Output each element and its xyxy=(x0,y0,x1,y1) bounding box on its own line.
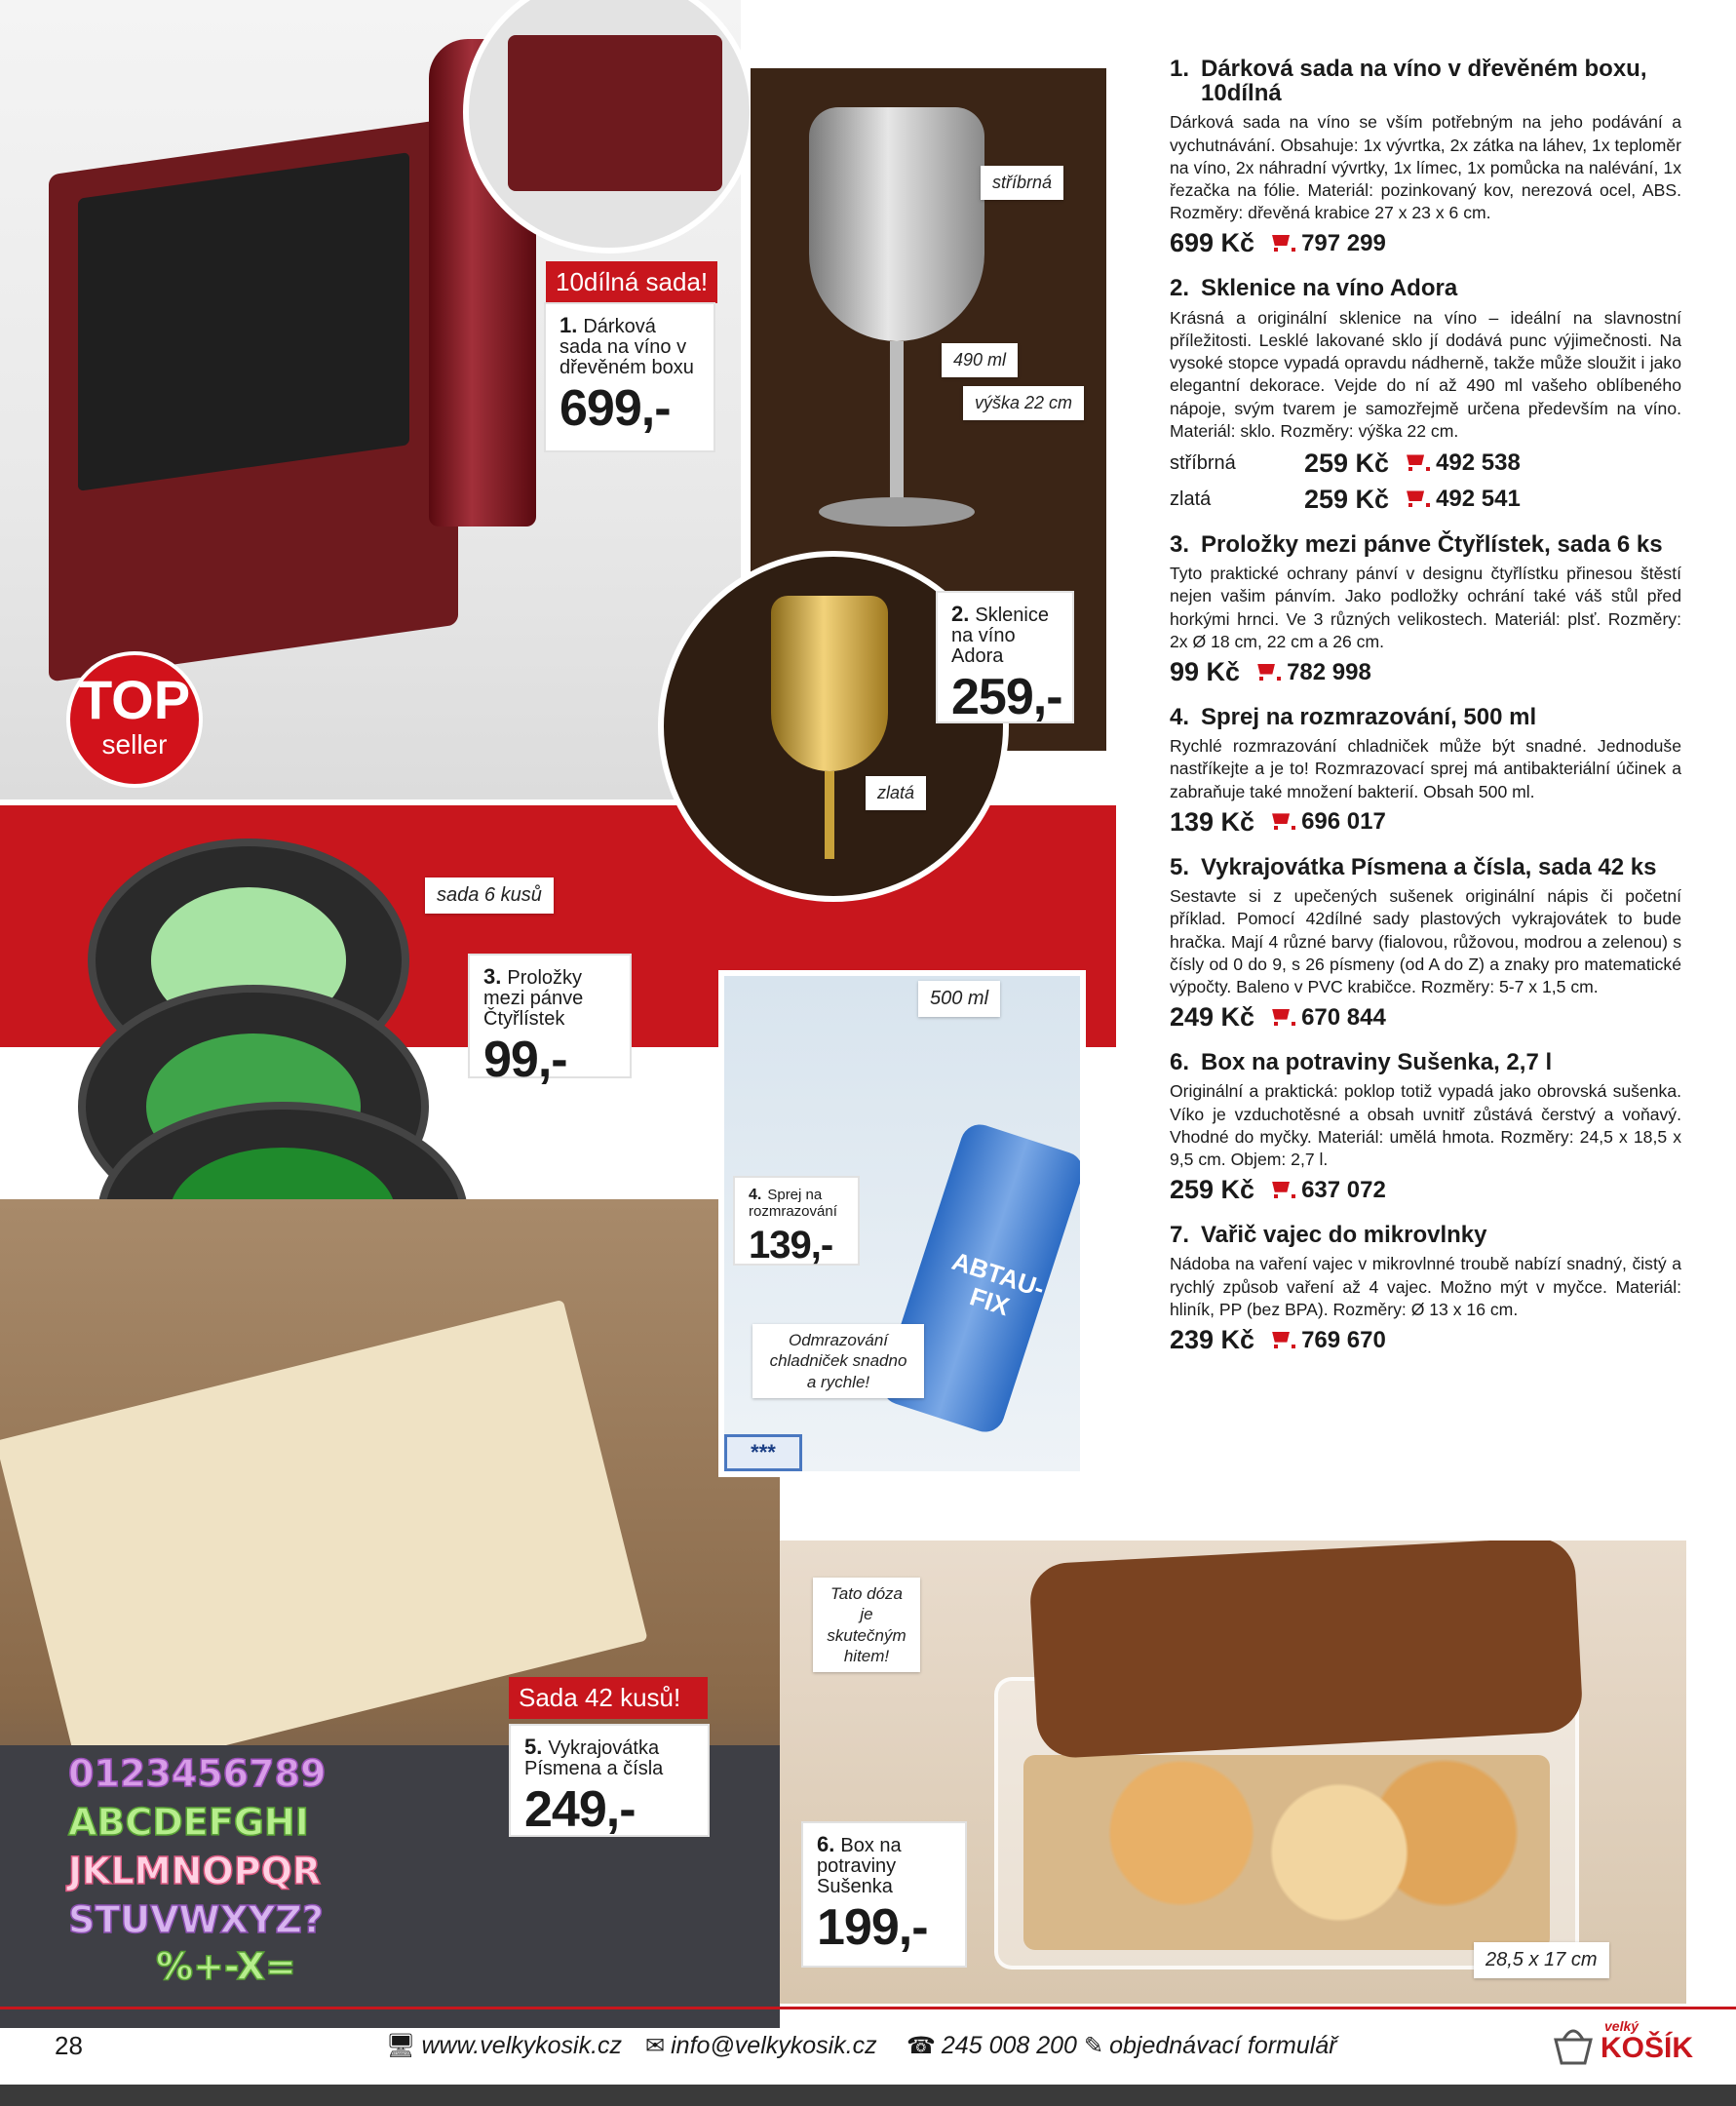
card-number: 5. xyxy=(524,1735,543,1759)
volume-490-tag: 490 ml xyxy=(942,343,1018,377)
price: 99 Kč xyxy=(1170,657,1241,687)
card-price: 259,- xyxy=(951,669,1062,725)
product-description: Krásná a originální sklenice na víno – ideální na slavnostní příležitosti. Lesklé lakované sklo jí dodává punc výjimečnosti. Na vysoké stopce vypadá opravdu nádherně, takže může sloužit i jako elegantní dekorace. Vejde do ní až 490 ml vašeho oblíbeného nápoje, svým tvarem je samozřejmě určena především na víno. Materiál: sklo. Rozměry: výška 22 cm. xyxy=(1170,307,1681,441)
biscuit-lid xyxy=(1028,1540,1584,1760)
card-price: 699,- xyxy=(559,380,671,437)
cutter-row-j-r: JKLMNOPQR xyxy=(68,1850,322,1892)
product-name: Proložky mezi pánve Čtyřlístek, sada 6 ks xyxy=(1201,530,1663,558)
tin-note: Tato dóza je skutečným hitem! xyxy=(813,1578,920,1672)
product-4 xyxy=(1170,705,1681,838)
order-form-text: objednávací formulář xyxy=(1109,2031,1337,2059)
glass-bowl xyxy=(809,107,984,341)
price: 249 Kč xyxy=(1170,1002,1255,1033)
product-title xyxy=(1170,1050,1681,1074)
variant-silver xyxy=(1170,448,1681,479)
cart-icon xyxy=(1268,1332,1292,1349)
logo-big-text: KOŠÍK xyxy=(1601,2032,1694,2064)
order-code: 782 998 xyxy=(1287,658,1371,685)
product-5 xyxy=(1170,855,1681,1033)
price-card-5 xyxy=(509,1724,710,1837)
cookies xyxy=(1023,1755,1550,1950)
product-name: Box na potraviny Sušenka, 2,7 l xyxy=(1201,1049,1553,1076)
six-pieces-tag: sada 6 kusů xyxy=(425,878,554,914)
card-number: 3. xyxy=(483,964,502,989)
product-name: Sklenice na víno Adora xyxy=(1201,275,1458,302)
product-1 xyxy=(1170,57,1681,258)
phone-link[interactable] xyxy=(907,2032,1077,2060)
price: 259 Kč xyxy=(1304,448,1390,478)
gold-tag: zlatá xyxy=(866,776,926,810)
order-code: 696 017 xyxy=(1301,808,1386,836)
product-number: 7. xyxy=(1170,1222,1190,1249)
product-description: Rychlé rozmrazování chladniček může být snadné. Jednoduše nastříkejte a je to! Rozmrazovací sprej má antibakteriální účinek a zabraňuje také množení bakterií. Obsah 500 ml. xyxy=(1170,736,1681,801)
gold-glass-stem xyxy=(825,771,834,859)
price-line xyxy=(1170,1325,1681,1355)
basket-icon xyxy=(1550,2022,1597,2069)
product-name: Sprej na rozmrazování, 500 ml xyxy=(1201,704,1537,731)
phone-icon: ☎ xyxy=(907,2032,936,2059)
product-description: Tyto praktické ochrany pánví v designu čtyřlístku přinesou štěstí nejen vašim pánvím. Jako podložky ochrání také váš stůl před horkými hrnci. Ve 3 různých velikostech. Materiál: plsť. Rozměry: 2x Ø 18 cm, 22 cm a 26 cm. xyxy=(1170,564,1681,651)
card-price: 199,- xyxy=(817,1899,928,1956)
footer xyxy=(0,2016,1736,2075)
card-name: Box na potraviny Sušenka xyxy=(817,1835,902,1897)
product-6 xyxy=(1170,1050,1681,1205)
variant-name: stříbrná xyxy=(1170,451,1236,474)
price: 239 Kč xyxy=(1170,1325,1255,1355)
box-lining xyxy=(78,152,409,491)
website-link[interactable] xyxy=(386,2032,622,2060)
monitor-icon: 🖥 xyxy=(386,2032,416,2059)
product-number: 2. xyxy=(1170,275,1190,302)
order-code: 637 072 xyxy=(1301,1176,1386,1203)
page-number: 28 xyxy=(55,2030,83,2060)
variant-name: zlatá xyxy=(1170,488,1212,510)
price-line xyxy=(1170,657,1681,687)
product-number: 5. xyxy=(1170,853,1190,880)
glass-foot xyxy=(819,497,975,526)
top-seller-badge xyxy=(66,651,203,788)
volume-500-tag: 500 ml xyxy=(918,981,1000,1017)
card-name: Vykrajovátka Písmena a čísla xyxy=(524,1737,664,1779)
forty-two-ribbon: Sada 42 kusů! xyxy=(509,1677,708,1719)
cutter-row-s-z: STUVWXYZ? xyxy=(68,1898,324,1941)
cart-icon xyxy=(1254,664,1277,682)
product-title xyxy=(1170,1223,1681,1247)
card-name: Dárková sada na víno v dřevěném boxu xyxy=(559,316,694,378)
cutter-letters-grid xyxy=(58,1745,487,1989)
glass-stem xyxy=(890,341,904,507)
product-name: Dárková sada na víno v dřevěném boxu, 10dílná xyxy=(1201,56,1647,107)
price-line xyxy=(1170,1175,1681,1205)
card-name: Sklenice na víno Adora xyxy=(951,604,1049,667)
email-text: info@velkykosik.cz xyxy=(671,2031,877,2059)
price: 139 Kč xyxy=(1170,806,1255,837)
order-code: 492 541 xyxy=(1436,486,1521,513)
velky-kosik-logo xyxy=(1550,2018,1694,2069)
card-number: 4. xyxy=(749,1187,762,1203)
card-name: Sprej na rozmrazování xyxy=(749,1187,837,1220)
product-number: 4. xyxy=(1170,704,1190,731)
price-card-2 xyxy=(936,591,1074,723)
product-title xyxy=(1170,532,1681,557)
product-number: 1. xyxy=(1170,56,1190,82)
ten-piece-ribbon: 10dílná sada! xyxy=(546,261,717,303)
product-3 xyxy=(1170,532,1681,687)
product-title xyxy=(1170,276,1681,300)
product-description: Sestavte si z upečených sušenek originální nápis či početní příklad. Pomocí 42dílné sady plastových vykrajovátek to bude hračka. Mají 4 různé barvy (fialovou, růžovou, modrou a zelenou) s čísly od 0 do 9, s 26 písmeny (od A do Z) a znaky pro matematické výpočty. Baleno v PVC krabičce. Rozměry: 5-7 x 1,5 cm. xyxy=(1170,886,1681,996)
cart-icon xyxy=(1268,1009,1292,1027)
envelope-icon: ✉ xyxy=(645,2032,666,2059)
product-name: Vykrajovátka Písmena a čísla, sada 42 ks xyxy=(1201,853,1657,880)
price-card-3 xyxy=(468,954,632,1088)
product-title xyxy=(1170,705,1681,729)
card-number: 1. xyxy=(559,313,578,337)
size-tag: 28,5 x 17 cm xyxy=(1474,1942,1609,1978)
product-number: 3. xyxy=(1170,530,1190,558)
price-card-4 xyxy=(733,1176,860,1266)
cart-icon xyxy=(1268,813,1292,831)
product-title xyxy=(1170,855,1681,879)
cutter-row-symbols: %+-X= xyxy=(156,1945,296,1988)
seller-label: seller xyxy=(101,729,168,760)
logo-small-text: velký xyxy=(1604,2018,1640,2034)
footer-rule xyxy=(0,2007,1736,2009)
order-code: 797 299 xyxy=(1301,229,1386,256)
product-title xyxy=(1170,57,1681,105)
cart-icon xyxy=(1268,235,1292,253)
order-form-link[interactable] xyxy=(1084,2032,1337,2060)
order-code: 670 844 xyxy=(1301,1003,1386,1031)
price: 699 Kč xyxy=(1170,228,1255,258)
cart-icon xyxy=(1403,490,1426,508)
product-number: 6. xyxy=(1170,1049,1190,1076)
order-code: 492 538 xyxy=(1436,449,1521,477)
product-description: Dárková sada na víno se vším potřebným na jeho podávání a vychutnávání. Obsahuje: 1x vývrtka, 2x zátka na láhev, 1x teploměr na víno, 2x náhradní vývrtky, 1x límec, 1x pomůcka na nalévání, 1x řezačka na fólie. Materiál: pozinkovaný kov, nerezová ocel, ABS. Rozměry: dřevěná krabice 27 x 23 x 6 cm. xyxy=(1170,112,1681,223)
card-number: 6. xyxy=(817,1832,835,1856)
height-tag: výška 22 cm xyxy=(963,386,1084,420)
cart-icon xyxy=(1403,454,1426,472)
phone-text: 245 008 200 xyxy=(941,2031,1077,2059)
spray-bottle-label: ABTAU-FIX xyxy=(948,1245,1049,1321)
order-code: 769 670 xyxy=(1301,1326,1386,1353)
price: 259 Kč xyxy=(1170,1175,1255,1205)
price-card-6 xyxy=(801,1821,967,1968)
card-price: 139,- xyxy=(749,1223,833,1267)
price-card-1 xyxy=(544,302,715,452)
product-descriptions xyxy=(1170,57,1681,1373)
product-name: Vařič vajec do mikrovlnky xyxy=(1201,1222,1487,1249)
silver-tag: stříbrná xyxy=(981,166,1063,200)
variant-gold xyxy=(1170,485,1681,515)
bottom-strip xyxy=(0,2085,1736,2106)
card-price: 99,- xyxy=(483,1032,567,1088)
price-line xyxy=(1170,807,1681,838)
price-line xyxy=(1304,448,1521,479)
card-price: 249,- xyxy=(524,1781,636,1838)
card-name: Proložky mezi pánve Čtyřlístek xyxy=(483,967,584,1030)
product-7 xyxy=(1170,1223,1681,1355)
card-number: 2. xyxy=(951,602,970,626)
product-description: Nádoba na vaření vajec v mikrovlnné troubě nabízí snadný, čistý a rychlý způsob vaření až 4 vajec. Možno mýt v myčce. Materiál: hliník, PP (bez BPA). Rozměry: Ø 13 x 16 cm. xyxy=(1170,1254,1681,1319)
product-2 xyxy=(1170,276,1681,515)
defrost-note: Odmrazování chladniček snadno a rychle! xyxy=(752,1324,924,1398)
price-line xyxy=(1304,485,1521,515)
cookie-cutters-photo xyxy=(0,1199,780,2028)
gold-glass-bowl xyxy=(771,596,888,771)
email-link[interactable] xyxy=(645,2032,877,2060)
cart-icon xyxy=(1268,1182,1292,1199)
website-text: www.velkykosik.cz xyxy=(421,2031,623,2059)
wine-set-box-detail xyxy=(508,35,722,191)
cutter-row-digits: 0123456789 xyxy=(68,1752,327,1795)
product-description: Originální a praktická: poklop totiž vypadá jako obrovská sušenka. Víko je vzduchotěsné a obsah uvnitř zůstává čerstvý a voňavý. Vhodné do myčky. Materiál: umělá hmota. Rozměry: 24,5 x 18,5 x 9,5 cm. Objem: 2,7 l. xyxy=(1170,1081,1681,1169)
cutter-row-a-i: ABCDEFGHI xyxy=(68,1801,309,1844)
price-line xyxy=(1170,228,1681,258)
freezer-stars-badge: *** xyxy=(724,1434,802,1471)
form-icon: ✎ xyxy=(1084,2032,1104,2059)
top-label: TOP xyxy=(78,669,191,730)
price-line xyxy=(1170,1002,1681,1033)
price: 259 Kč xyxy=(1304,484,1390,514)
